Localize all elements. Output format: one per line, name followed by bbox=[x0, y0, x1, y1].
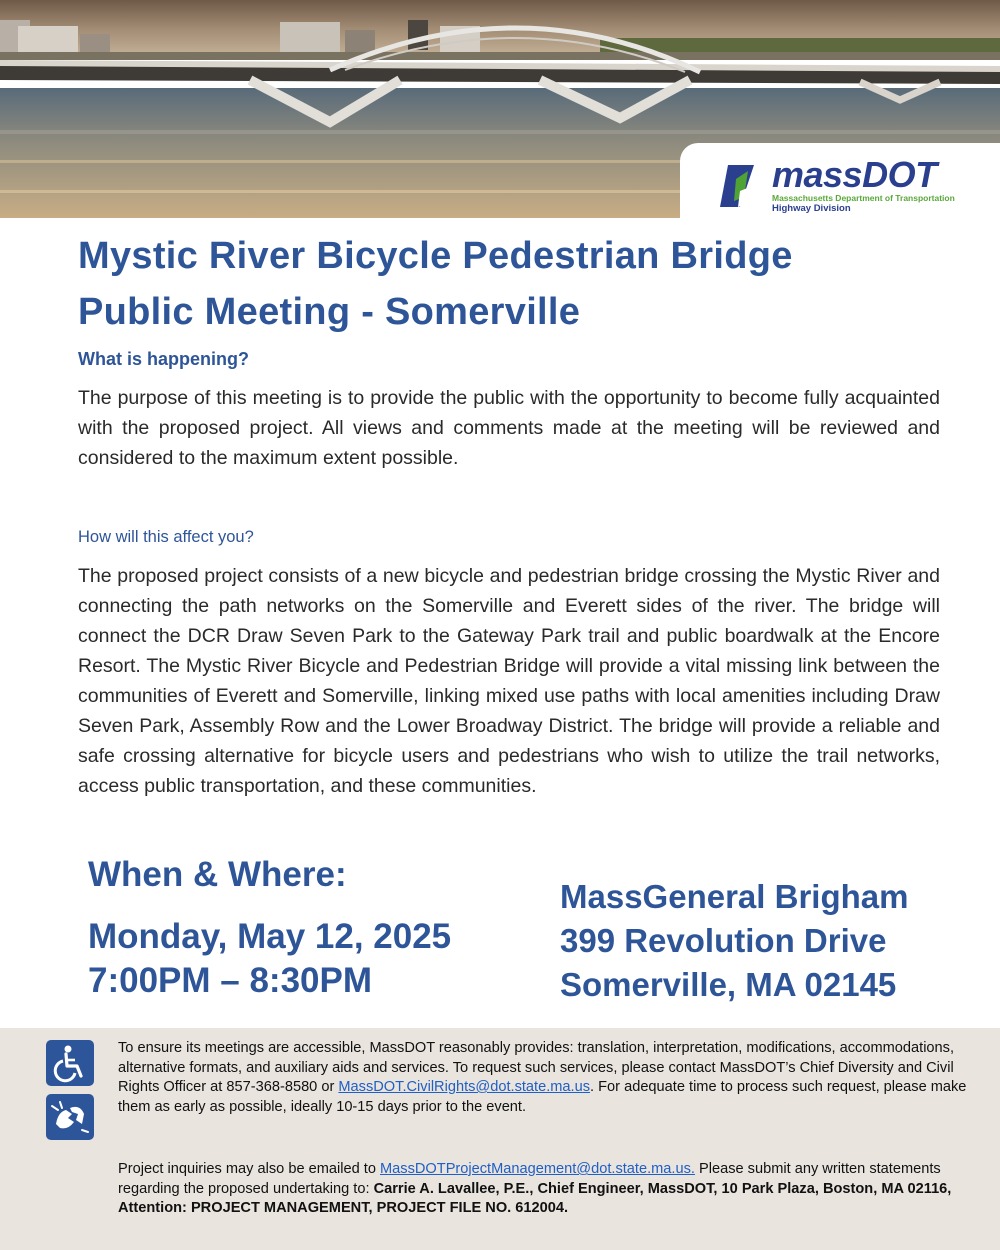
location-street: 399 Revolution Drive bbox=[560, 922, 887, 959]
wheelchair-icon bbox=[46, 1040, 94, 1086]
logo-division: Highway Division bbox=[772, 203, 851, 214]
title-line-1: Mystic River Bicycle Pedestrian Bridge bbox=[78, 235, 793, 277]
section-heading-what: What is happening? bbox=[78, 349, 249, 369]
project-email-link[interactable]: MassDOTProjectManagement@dot.state.ma.us. bbox=[380, 1161, 695, 1177]
inquiry-text-b: Please submit any written statements regarding the proposed undertaking to: bbox=[118, 1161, 941, 1197]
meeting-time: 7:00PM – 8:30PM bbox=[88, 961, 373, 1000]
hero-bridge-photo bbox=[0, 0, 1000, 218]
location-city: Somerville, MA 02145 bbox=[560, 966, 897, 1003]
accessibility-notice bbox=[118, 1039, 978, 1117]
section-heading-affect: How will this affect you? bbox=[78, 528, 254, 546]
inquiry-address: Carrie A. Lavallee, P.E., Chief Engineer, MassDOT, 10 Park Plaza, Boston, MA 02116, Attention: PROJECT MANAGEMENT, PROJECT FILE NO. 612004. bbox=[118, 1180, 952, 1216]
page-title bbox=[78, 228, 978, 340]
civil-rights-email-link[interactable]: MassDOT.CivilRights@dot.state.ma.us bbox=[338, 1079, 591, 1095]
accessibility-text-b: . For adequate time to process such request, please make them as early as possible, ideally 10-15 days prior to the event. bbox=[118, 1079, 967, 1115]
sign-language-icon bbox=[46, 1094, 94, 1140]
section-body-affect: The proposed project consists of a new bicycle and pedestrian bridge crossing the Mystic River and connecting the path networks on the Somerville and Everett sides of the river. The bridge will connect the DCR Draw Seven Park to the Gateway Park trail and public boardwalk at the Encore Resort. The Mystic River Bicycle and Pedestrian Bridge will provide a vital missing link between the communities of Everett and Somerville, linking mixed use paths with local amenities including Draw Seven Park, Assembly Row and the Lower Broadway District. The bridge will provide a reliable and safe crossing alternative for bicycle users and pedestrians who wish to utilize the trail networks, access public transportation, and these communities. bbox=[78, 565, 940, 797]
inquiry-text-a: Project inquiries may also be emailed to bbox=[118, 1161, 381, 1177]
location-venue: MassGeneral Brigham bbox=[560, 878, 909, 915]
accessibility-footer bbox=[0, 1028, 1000, 1250]
meeting-date: Monday, May 12, 2025 bbox=[88, 917, 452, 956]
section-body-what: The purpose of this meeting is to provide the public with the opportunity to become fully acquainted with the proposed project. All views and comments made at the meeting will be reviewed and considered to the maximum extent possible. bbox=[78, 387, 940, 469]
accessibility-text-a: To ensure its meetings are accessible, MassDOT reasonably provides: translation, interpretation, modifications, accommodations, alternative formats, and auxiliary aids and services. To request such services, please contact MassDOT’s Chief Diversity and Civil Rights Officer at 857-368-8580 or bbox=[118, 1040, 955, 1095]
when-where-heading: When & Where: bbox=[88, 855, 347, 894]
meeting-datetime bbox=[88, 915, 451, 1003]
logo-name: massDOT bbox=[772, 154, 937, 195]
massdot-logo bbox=[680, 143, 1000, 218]
meeting-location bbox=[560, 875, 908, 1007]
massdot-logo-icon bbox=[720, 161, 770, 211]
title-line-2: Public Meeting - Somerville bbox=[78, 291, 581, 333]
logo-subtitle: Massachusetts Department of Transportation bbox=[772, 193, 955, 203]
project-inquiry-notice bbox=[118, 1160, 986, 1219]
